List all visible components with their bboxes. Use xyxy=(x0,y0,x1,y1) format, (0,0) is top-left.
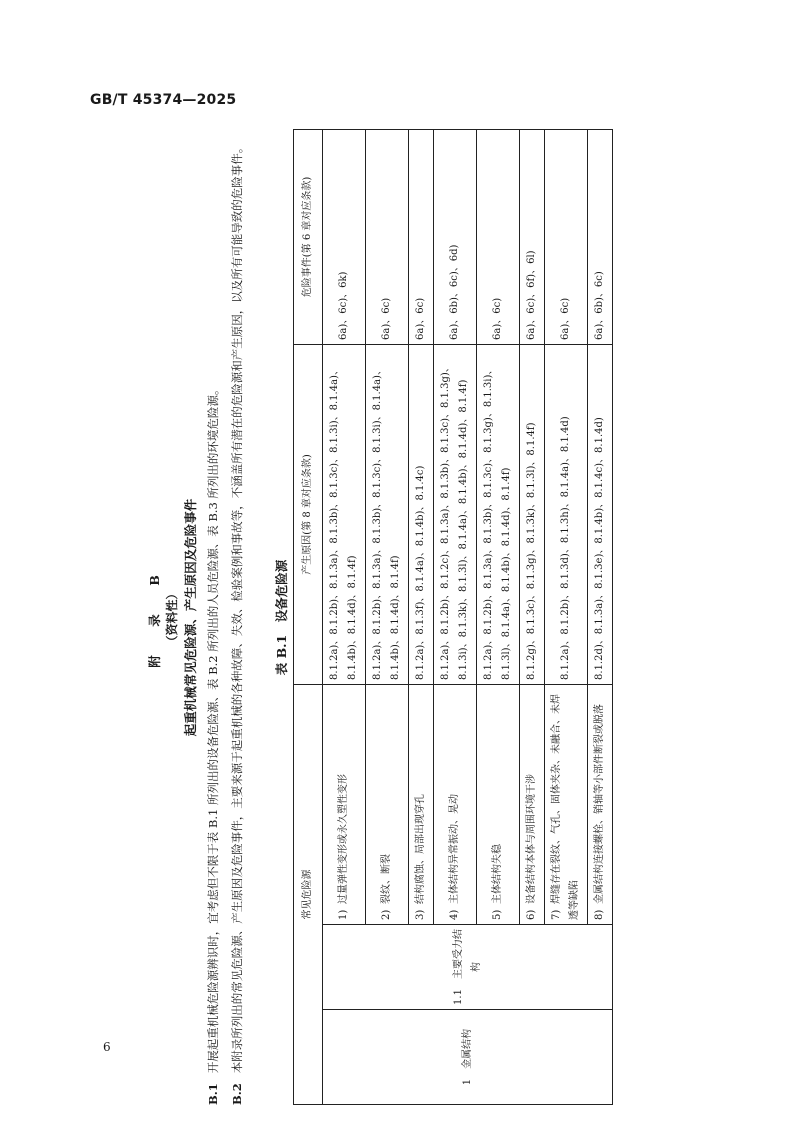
table-header-row xyxy=(294,129,323,1104)
event-cell: 6a)、6b)、6c)、6d) xyxy=(434,129,477,344)
hazard-cell xyxy=(545,684,588,924)
table-row xyxy=(323,129,366,1104)
event-cell: 6a)、6c) xyxy=(477,129,520,344)
table-title: 表 B.1 设备危险源 xyxy=(274,559,289,676)
cause-cell: 8.1.2a)、8.1.2b)、8.1.3a)、8.1.3b)、8.1.3c)、8.1.3g)、8.1.3i)、8.1.3l)、8.1.4a)、8.1.4b)、8.1.4d)、8.1.4f) xyxy=(477,344,520,684)
hazard-text: 裂纹、断裂 xyxy=(381,854,392,904)
cause-cell: 8.1.2a)、8.1.3f)、8.1.4a)、8.1.4b)、8.1.4c) xyxy=(409,344,434,684)
row-number: 7) xyxy=(551,909,562,920)
cause-cell: 8.1.2a)、8.1.2b)、8.1.3a)、8.1.3b)、8.1.3c)、8.1.3i)、8.1.4a)、8.1.4b)、8.1.4d)、8.1.4f) xyxy=(366,344,409,684)
standard-number: GB/T 45374—2025 xyxy=(90,92,237,108)
hazard-cell xyxy=(477,684,520,924)
row-number: 2) xyxy=(381,909,392,920)
appendix-label: 附 录 B xyxy=(147,567,162,668)
hazard-text: 主体结构异常振动、晃动 xyxy=(449,794,460,904)
event-cell: 6a)、6c)、6f)、6l) xyxy=(520,129,545,344)
event-cell: 6a)、6c) xyxy=(409,129,434,344)
paragraph-number: B.2 xyxy=(230,1083,244,1105)
hazard-text: 过量弹性变形或永久塑性变形 xyxy=(338,774,349,904)
paragraph-b2 xyxy=(227,130,248,1105)
cause-cell: 8.1.2a)、8.1.2b)、8.1.3a)、8.1.3b)、8.1.3c)、8.1.3i)、8.1.4a)、8.1.4b)、8.1.4d)、8.1.4f) xyxy=(323,344,366,684)
appendix-title: 起重机械常见危险源、产生原因及危险事件 xyxy=(183,498,198,737)
appendix-nature: （资料性） xyxy=(165,587,179,648)
row-number: 4) xyxy=(449,909,460,920)
hazard-text: 金属结构连接螺栓、销轴等小部件断裂或脱落 xyxy=(594,704,605,904)
header-event: 危险事件(第 6 章对应条款) xyxy=(294,129,323,344)
category-level2: 1.1 主要受力结构 xyxy=(323,925,613,1010)
cause-cell: 8.1.2d)、8.1.3a)、8.1.3e)、8.1.4b)、8.1.4c)、8.1.4d) xyxy=(588,344,613,684)
row-number: 6) xyxy=(526,909,537,920)
header-hazard: 常见危险源 xyxy=(294,684,323,1104)
hazard-text: 主体结构失稳 xyxy=(492,844,503,904)
paragraph-number: B.1 xyxy=(206,1083,220,1105)
paragraph-text: 开展起重机械危险源辨识时，宜考虑但不限于表 B.1 所列出的设备危险源、表 B.2 所列出的人员危险源、表 B.3 所列出的环境危险源。 xyxy=(206,383,220,1074)
hazard-cell xyxy=(323,684,366,924)
cause-cell: 8.1.2a)、8.1.2b)、8.1.2c)、8.1.3a)、8.1.3b)、8.1.3c)、8.1.3g)、8.1.3i)、8.1.3k)、8.1.3l)、8.1.4a)、8.1.4b)、8.1.4d)、8.1.4f) xyxy=(434,344,477,684)
rotated-content xyxy=(145,130,705,1105)
hazard-text: 结构腐蚀、局部出现穿孔 xyxy=(415,794,426,904)
paragraph-b1 xyxy=(203,130,224,1105)
hazard-cell xyxy=(366,684,409,924)
event-cell: 6a)、6c) xyxy=(545,129,588,344)
hazard-text: 焊缝存在裂纹、气孔、固体夹杂、未融合、未焊透等缺陷 xyxy=(551,694,580,920)
cause-cell: 8.1.2g)、8.1.3c)、8.1.3g)、8.1.3k)、8.1.3l)、8.1.4f) xyxy=(520,344,545,684)
paragraph-text: 本附录所列出的常见危险源、产生原因及危险事件，主要来源于起重机械的各种故障、失效、检验案例和事故等，不涵盖所有潜在的危险源和产生原因，以及所有可能导致的危险事件。 xyxy=(230,141,244,1074)
event-cell: 6a)、6c) xyxy=(366,129,409,344)
cause-cell: 8.1.2a)、8.1.2b)、8.1.3d)、8.1.3h)、8.1.4a)、8.1.4d) xyxy=(545,344,588,684)
row-number: 5) xyxy=(492,909,503,920)
row-number: 1) xyxy=(338,909,349,920)
hazard-text: 设备结构本体与周围环境干涉 xyxy=(526,774,537,904)
hazard-cell xyxy=(409,684,434,924)
event-cell: 6a)、6b)、6c) xyxy=(588,129,613,344)
hazard-cell xyxy=(434,684,477,924)
page-number: 6 xyxy=(103,1040,111,1054)
category-level1: 1 金属结构 xyxy=(323,1010,613,1105)
row-number: 3) xyxy=(415,909,426,920)
hazard-table xyxy=(293,129,613,1105)
hazard-cell xyxy=(588,684,613,924)
event-cell: 6a)、6c)、6k) xyxy=(323,129,366,344)
row-number: 8) xyxy=(594,909,605,920)
hazard-cell xyxy=(520,684,545,924)
header-cause: 产生原因(第 8 章对应条款) xyxy=(294,344,323,684)
